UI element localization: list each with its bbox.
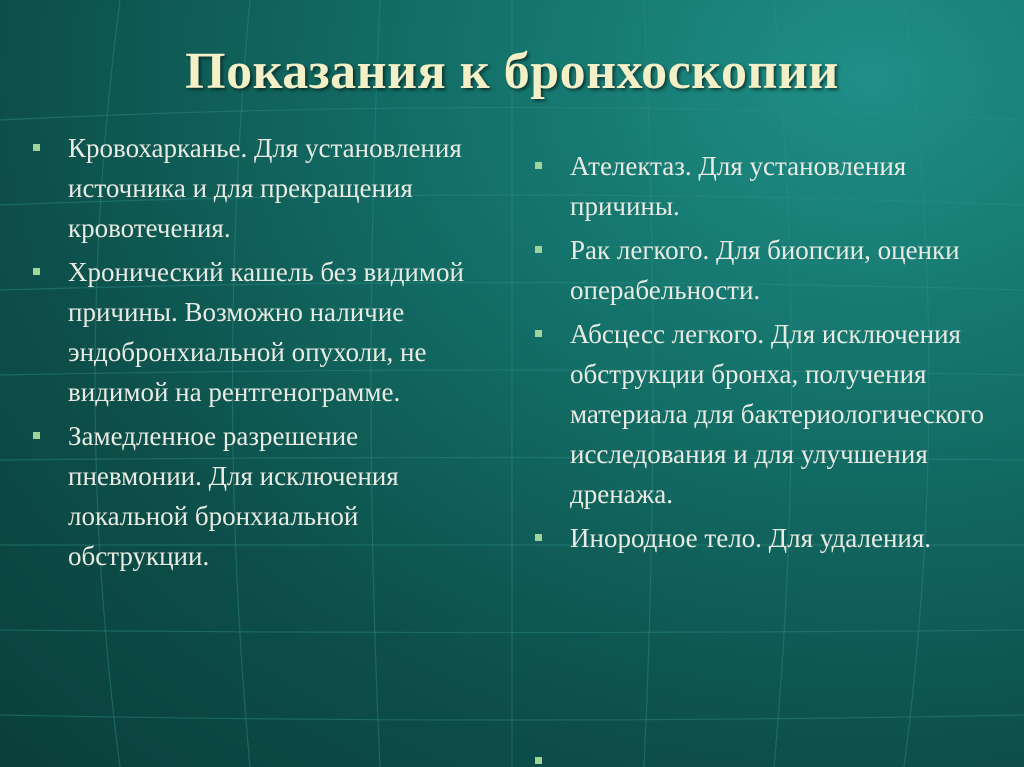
square-bullet-icon bbox=[535, 330, 542, 337]
square-bullet-icon bbox=[33, 268, 40, 275]
list-item-slow-pneumonia-resolution bbox=[30, 416, 470, 576]
list-item-text: Инородное тело. Для удаления. bbox=[570, 523, 932, 553]
list-item-chronic-cough bbox=[30, 252, 470, 412]
list-item-lung-cancer bbox=[532, 230, 992, 310]
right-indication-list bbox=[532, 146, 992, 562]
list-item-text: Кровохарканье. Для установления источника и для прекращения кровотечения. bbox=[68, 133, 462, 243]
list-item-text: Хронический кашель без видимой причины. Возможно наличие эндобронхиальной опухоли, не видимой на рентгенограмме. bbox=[68, 257, 464, 407]
list-item-text: Абсцесс легкого. Для исключения обструкции бронха, получения материала для бактериологического исследования и для улучшения дренажа. bbox=[570, 319, 984, 509]
square-bullet-icon bbox=[33, 144, 40, 151]
square-bullet-icon bbox=[33, 432, 40, 439]
square-bullet-icon bbox=[535, 534, 542, 541]
square-bullet-icon bbox=[535, 246, 542, 253]
list-item-atelectasis bbox=[532, 146, 992, 226]
square-bullet-icon bbox=[535, 757, 542, 764]
slide-title: Показания к бронхоскопии bbox=[185, 43, 839, 100]
list-item-text: Рак легкого. Для биопсии, оценки операбельности. bbox=[570, 235, 960, 305]
list-item-hemoptysis bbox=[30, 128, 470, 248]
list-item-text: Ателектаз. Для установления причины. bbox=[570, 151, 907, 221]
list-item-foreign-body bbox=[532, 518, 992, 558]
square-bullet-icon bbox=[535, 162, 542, 169]
left-indication-list bbox=[30, 128, 470, 580]
list-item-lung-abscess bbox=[532, 314, 992, 514]
list-item-text: Замедленное разрешение пневмонии. Для исключения локальной бронхиальной обструкции. bbox=[68, 421, 399, 571]
